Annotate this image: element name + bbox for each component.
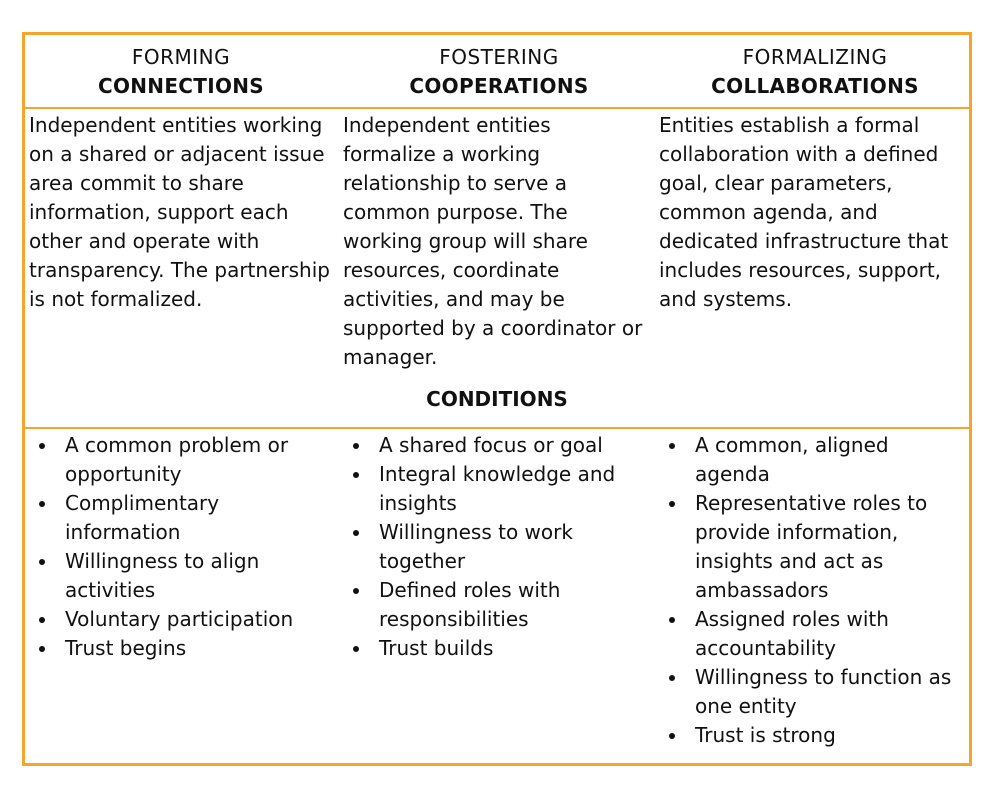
list-item: Trust builds bbox=[379, 634, 655, 663]
list-item: Representative roles to provide information, insights and act as ambassadors bbox=[695, 489, 961, 605]
column-header-formalizing bbox=[659, 43, 971, 101]
list-item: Voluntary participation bbox=[65, 605, 337, 634]
stages-table bbox=[22, 32, 972, 766]
conditions-list-fostering bbox=[343, 431, 655, 663]
conditions-heading: CONDITIONS bbox=[426, 387, 568, 411]
conditions-list-forming bbox=[29, 431, 337, 663]
list-item: Assigned roles with accountability bbox=[695, 605, 961, 663]
description-formalizing: Entities establish a formal collaboration with a defined goal, clear parameters, common agenda, and dedicated infrastructure that includes resources, support, and systems. bbox=[659, 113, 949, 311]
column-header-forming bbox=[25, 43, 337, 101]
list-item: Complimentary information bbox=[65, 489, 337, 547]
list-item: Defined roles with responsibilities bbox=[379, 576, 655, 634]
conditions-list-formalizing bbox=[659, 431, 961, 750]
list-item: Willingness to align activities bbox=[65, 547, 337, 605]
list-item: A common, aligned agenda bbox=[695, 431, 961, 489]
description-forming: Independent entities working on a shared or adjacent issue area commit to share information, support each other and operate with transparency. The partnership is not formalized. bbox=[29, 113, 330, 311]
list-item: Trust begins bbox=[65, 634, 337, 663]
list-item: A shared focus or goal bbox=[379, 431, 655, 460]
column-top-label: FORMING bbox=[131, 45, 231, 69]
column-title: CONNECTIONS bbox=[97, 74, 265, 98]
list-item: Willingness to function as one entity bbox=[695, 663, 961, 721]
list-item: Integral knowledge and insights bbox=[379, 460, 655, 518]
column-header-fostering bbox=[343, 43, 655, 101]
column-top-label: FORMALIZING bbox=[742, 45, 888, 69]
list-item: Trust is strong bbox=[695, 721, 961, 750]
header-divider bbox=[25, 107, 969, 109]
description-fostering: Independent entities formalize a working relationship to serve a common purpose. The working group will share resources, coordinate activities, and may be supported by a coordinator or manager. bbox=[343, 113, 643, 369]
list-item: Willingness to work together bbox=[379, 518, 655, 576]
column-title: COOPERATIONS bbox=[409, 74, 589, 98]
column-title: COLLABORATIONS bbox=[711, 74, 919, 98]
list-item: A common problem or opportunity bbox=[65, 431, 337, 489]
column-top-label: FOSTERING bbox=[439, 45, 559, 69]
conditions-divider bbox=[25, 427, 969, 429]
